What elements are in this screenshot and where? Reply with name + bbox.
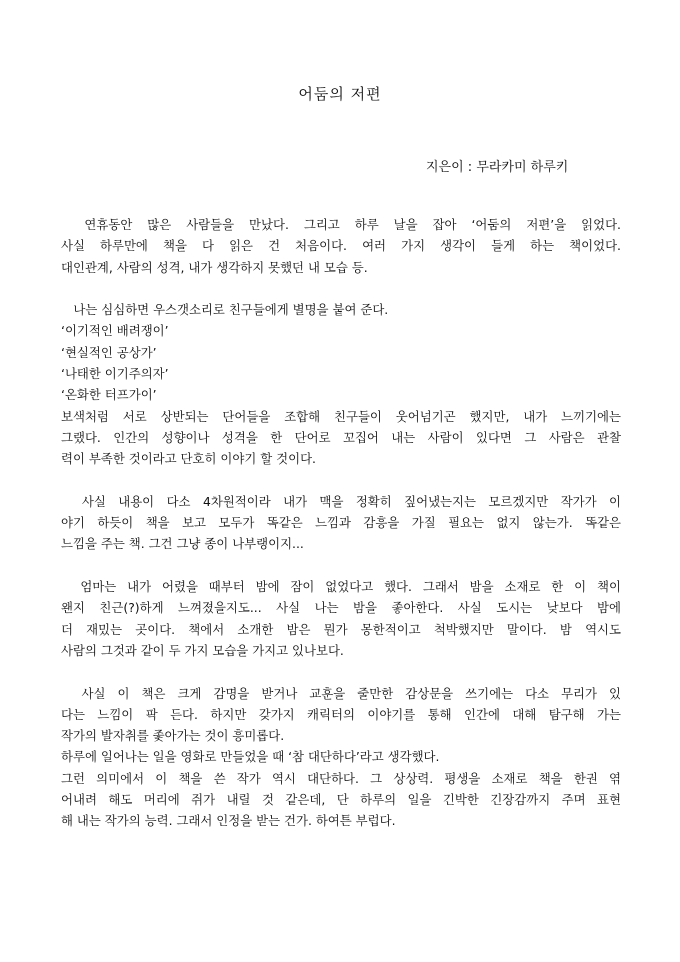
- text-line: 엄마는 내가 어렸을 때부터 밤에 잠이 없었다고 했다. 그래서 밤을 소재로 한 이 책이: [61, 579, 621, 595]
- paragraph: [61, 214, 621, 278]
- paragraph: [61, 491, 621, 555]
- text-line: 다는 느낌이 팍 든다. 하지만 갖가지 캐릭터의 이야기를 통해 인간에 대해 탐구해 가는: [61, 706, 621, 722]
- text-line: 그런 의미에서 이 책을 쓴 작가 역시 대단하다. 그 상상력. 평생을 소재로 책을 한권 엮: [61, 770, 621, 786]
- text-line: 사실 이 책은 크게 감명을 받거나 교훈을 줄만한 감상문을 쓰기에는 다소 무리가 있: [61, 685, 621, 701]
- text-line: 해 내는 작가의 능력. 그래서 인정을 받는 건가. 하여튼 부럽다.: [61, 813, 396, 829]
- text-line: 왠지 친근(?)하게 느껴졌을지도... 사실 나는 밤을 좋아한다. 사실 도시는 낮보다 밤에: [61, 600, 621, 616]
- paragraph: [61, 576, 621, 661]
- text-line: 야기 하듯이 책을 보고 모두가 똑같은 느낌과 감흥을 가질 필요는 없지 않는가. 똑같은: [61, 515, 621, 531]
- text-line: 그랬다. 인간의 성향이나 성격을 한 단어로 꼬집어 내는 사람이 있다면 그 사람은 관찰: [61, 429, 621, 445]
- text-line: 사실 하루만에 책을 다 읽은 건 처음이다. 여러 가지 생각이 들게 하는 책이었다.: [61, 238, 621, 254]
- text-line: ‘현실적인 공상가’: [61, 344, 157, 360]
- document-body: [61, 214, 621, 832]
- text-line: 나는 심심하면 우스갯소리로 친구들에게 별명을 붙여 준다.: [61, 302, 389, 318]
- text-line: 더 재밌는 곳이다. 책에서 소개한 밤은 뭔가 몽한적이고 척박했지만 말이다. 밤 역시도: [61, 621, 621, 637]
- text-line: 하루에 일어나는 일을 영화로 만들었을 때 ‘참 대단하다’라고 생각했다.: [61, 749, 440, 765]
- paragraph-gap: [61, 278, 621, 299]
- text-line: ‘온화한 터프가이’: [61, 387, 157, 403]
- text-line: 느낌을 주는 책. 그건 그냥 종이 나부랭이지...: [61, 536, 304, 552]
- paragraph: [61, 299, 621, 469]
- paragraph-gap: [61, 661, 621, 682]
- paragraph-gap: [61, 555, 621, 576]
- text-line: 력이 부족한 것이라고 단호히 이야기 할 것이다.: [61, 451, 316, 467]
- text-line: 사실 내용이 다소 4차원적이라 내가 맥을 정확히 짚어냈는지는 모르겠지만 작가가 이: [61, 493, 621, 509]
- paragraph-gap: [61, 470, 621, 491]
- text-line: 대인관계, 사람의 성격, 내가 생각하지 못했던 내 모습 등.: [61, 259, 368, 275]
- document-title: 어둠의 저편: [298, 85, 382, 103]
- text-line: ‘이기적인 배려쟁이’: [61, 323, 169, 339]
- text-line: ‘나태한 이기주의자’: [61, 366, 169, 382]
- text-line: 사람의 그것과 같이 두 가지 모습을 가지고 있나보다.: [61, 642, 344, 658]
- text-line: 작가의 발자취를 좇아가는 것이 흥미롭다.: [61, 728, 285, 744]
- paragraph: [61, 683, 621, 832]
- text-line: 어내려 해도 머리에 쥐가 내릴 것 같은데, 단 하루의 일을 긴박한 긴장감까지 주며 표현: [61, 792, 621, 808]
- text-line: 연휴동안 많은 사람들을 만났다. 그리고 하루 날을 잡아 ‘어둠의 저편’을 읽었다.: [61, 217, 621, 232]
- text-line: 보색처럼 서로 상반되는 단어들을 조합해 친구들이 웃어넘기곤 했지만, 내가 느끼기에는: [61, 408, 621, 424]
- author-line: 지은이 : 무라카미 하루키: [426, 160, 569, 175]
